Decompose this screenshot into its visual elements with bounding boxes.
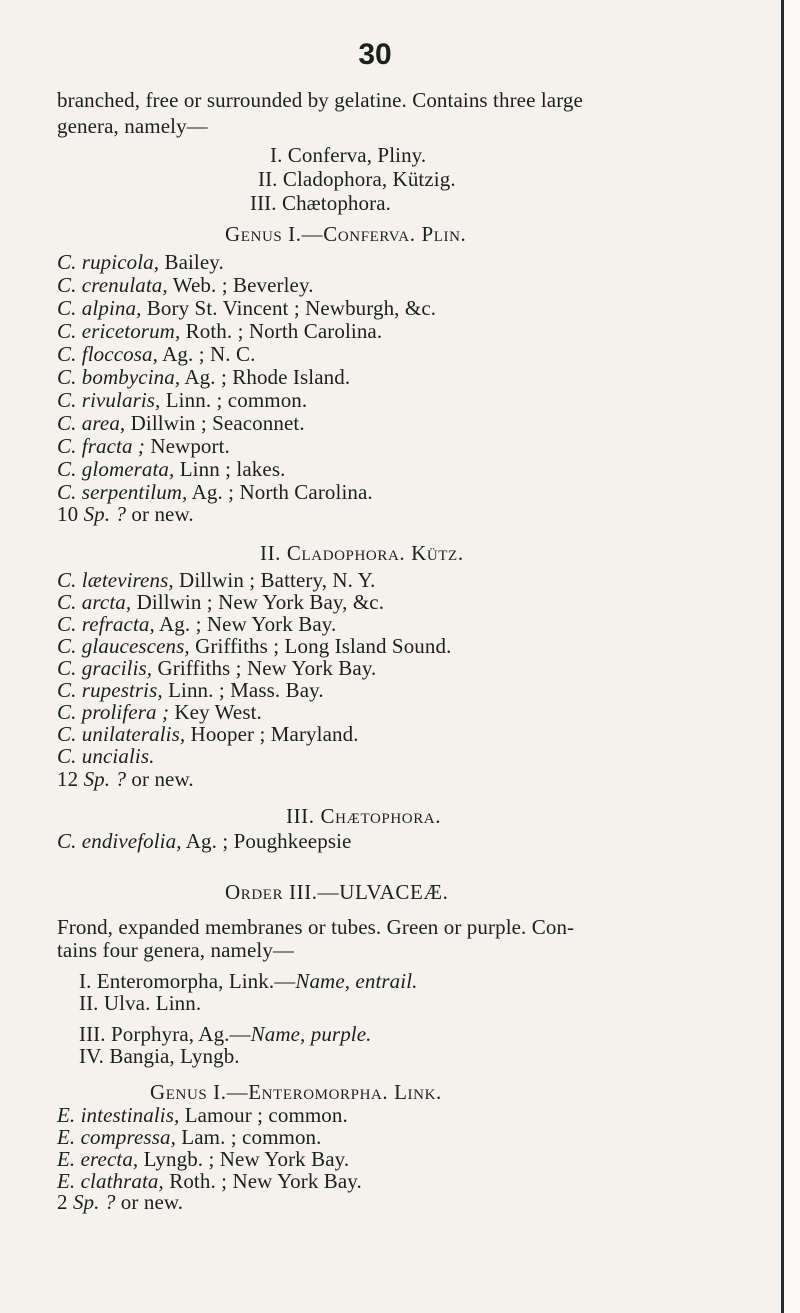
order-genus-etymology: Name, entrail. [295, 969, 418, 993]
species-details: Ag. ; North Carolina. [187, 480, 373, 504]
species-name: C. rivularis, [57, 388, 161, 412]
species-name: C. alpina, [57, 296, 142, 320]
species-details: Griffiths ; New York Bay. [152, 656, 377, 680]
species-entry [57, 722, 359, 746]
species-entry [57, 342, 255, 366]
species-more [57, 767, 194, 791]
order-description-line: Frond, expanded membranes or tubes. Green or purple. Con- [57, 915, 575, 939]
intro-line-1: branched, free or surrounded by gelatine. Contains three large [57, 88, 583, 112]
order-genus-name: I. Enteromorpha, Link.— [79, 969, 296, 993]
species-entry [57, 365, 350, 389]
species-entry [57, 678, 324, 702]
species-details: Lyngb. ; New York Bay. [138, 1147, 350, 1171]
species-name: C. glomerata, [57, 457, 175, 481]
genus-heading: II. Cladophora. Kütz. [260, 541, 464, 565]
species-details: Hooper ; Maryland. [185, 722, 359, 746]
species-entry [57, 1147, 349, 1171]
order-genus-etymology: Name, purple. [250, 1022, 372, 1046]
order-heading: Order III.—ULVACEÆ. [225, 880, 449, 904]
species-name: E. erecta, [57, 1147, 139, 1171]
species-name: E. clathrata, [57, 1169, 164, 1193]
species-name: E. intestinalis, [57, 1103, 180, 1127]
species-count: 12 [57, 767, 84, 791]
species-name: C. arcta, [57, 590, 132, 614]
order-genus-name: III. Porphyra, Ag.— [79, 1022, 251, 1046]
species-more [57, 502, 194, 526]
species-entry [57, 634, 451, 658]
species-details: Roth. ; North Carolina. [180, 319, 383, 343]
species-details: Dillwin ; Seaconnet. [125, 411, 305, 435]
species-more-text: or new. [126, 502, 194, 526]
species-name: C. crenulata, [57, 273, 168, 297]
species-details: Ag. ; N. C. [157, 342, 256, 366]
species-details: Griffiths ; Long Island Sound. [189, 634, 452, 658]
order-genus-item: IV. Bangia, Lyngb. [79, 1044, 240, 1068]
page-number: 30 [358, 38, 392, 71]
species-details: Dillwin ; New York Bay, &c. [131, 590, 385, 614]
species-entry [57, 1103, 348, 1127]
genera-list-item: III. Chætophora. [250, 191, 391, 215]
species-entry [57, 411, 305, 435]
order-genus-item [79, 969, 417, 993]
species-details: Lamour ; common. [179, 1103, 348, 1127]
species-entry [57, 744, 154, 768]
species-entry [57, 319, 382, 343]
species-name: E. compressa, [57, 1125, 176, 1149]
species-entry [57, 434, 230, 458]
species-details: Lam. ; common. [175, 1125, 322, 1149]
order-description-line: tains four genera, namely— [57, 938, 295, 962]
species-more [57, 1190, 183, 1214]
species-entry [57, 480, 373, 504]
species-name: C. prolifera ; [57, 700, 170, 724]
species-entry [57, 273, 314, 297]
species-details: Web. ; Beverley. [167, 273, 314, 297]
species-entry [57, 457, 285, 481]
species-details: Linn. ; common. [160, 388, 308, 412]
species-entry [57, 250, 224, 274]
species-details: Bory St. Vincent ; Newburgh, &c. [141, 296, 437, 320]
species-entry [57, 568, 376, 592]
species-details: Ag. ; Rhode Island. [180, 365, 351, 389]
species-sp: Sp. ? [83, 767, 127, 791]
species-name: C. uncialis. [57, 744, 155, 768]
page-edge [781, 0, 800, 1313]
species-count: 10 [57, 502, 84, 526]
species-entry [57, 1125, 322, 1149]
genus-heading: Genus I.—Enteromorpha. Link. [150, 1080, 442, 1104]
species-name: C. area, [57, 411, 126, 435]
genera-list-item: I. Conferva, Pliny. [270, 143, 427, 167]
species-details: Linn. ; Mass. Bay. [162, 678, 324, 702]
species-name: C. endivefolia, [57, 829, 182, 853]
species-name: C. fracta ; [57, 434, 146, 458]
species-entry [57, 656, 376, 680]
order-genus-item: II. Ulva. Linn. [79, 991, 202, 1015]
species-count: 2 [57, 1190, 73, 1214]
species-name: C. ericetorum, [57, 319, 181, 343]
species-details: Dillwin ; Battery, N. Y. [173, 568, 376, 592]
intro-line-2: genera, namely— [57, 114, 208, 138]
species-sp: Sp. ? [72, 1190, 116, 1214]
species-entry [57, 612, 336, 636]
genus-heading: III. Chætophora. [286, 804, 442, 828]
species-name: C. floccosa, [57, 342, 158, 366]
species-details: Roth. ; New York Bay. [163, 1169, 362, 1193]
species-name: C. refracta, [57, 612, 155, 636]
species-name: C. bombycina, [57, 365, 181, 389]
species-details: Ag. ; New York Bay. [154, 612, 337, 636]
species-details: Ag. ; Poughkeepsie [181, 829, 352, 853]
species-details: Newport. [145, 434, 230, 458]
species-name: C. unilateralis, [57, 722, 186, 746]
species-entry [57, 388, 307, 412]
species-details: Key West. [169, 700, 262, 724]
species-more-text: or new. [126, 767, 194, 791]
species-name: C. rupestris, [57, 678, 163, 702]
species-details: Linn ; lakes. [174, 457, 286, 481]
species-entry [57, 590, 384, 614]
species-sp: Sp. ? [83, 502, 127, 526]
species-entry [57, 296, 436, 320]
species-name: C. gracilis, [57, 656, 153, 680]
species-more-text: or new. [115, 1190, 184, 1214]
species-name: C. rupicola, [57, 250, 160, 274]
order-genus-item [79, 1022, 372, 1046]
genus-heading: Genus I.—Conferva. Plin. [225, 222, 467, 246]
species-entry [57, 700, 262, 724]
species-name: C. serpentilum, [57, 480, 188, 504]
species-name: C. lætevirens, [57, 568, 174, 592]
species-entry [57, 829, 351, 853]
genera-list-item: II. Cladophora, Kützig. [258, 167, 456, 191]
species-name: C. glaucescens, [57, 634, 190, 658]
species-details: Bailey. [159, 250, 224, 274]
